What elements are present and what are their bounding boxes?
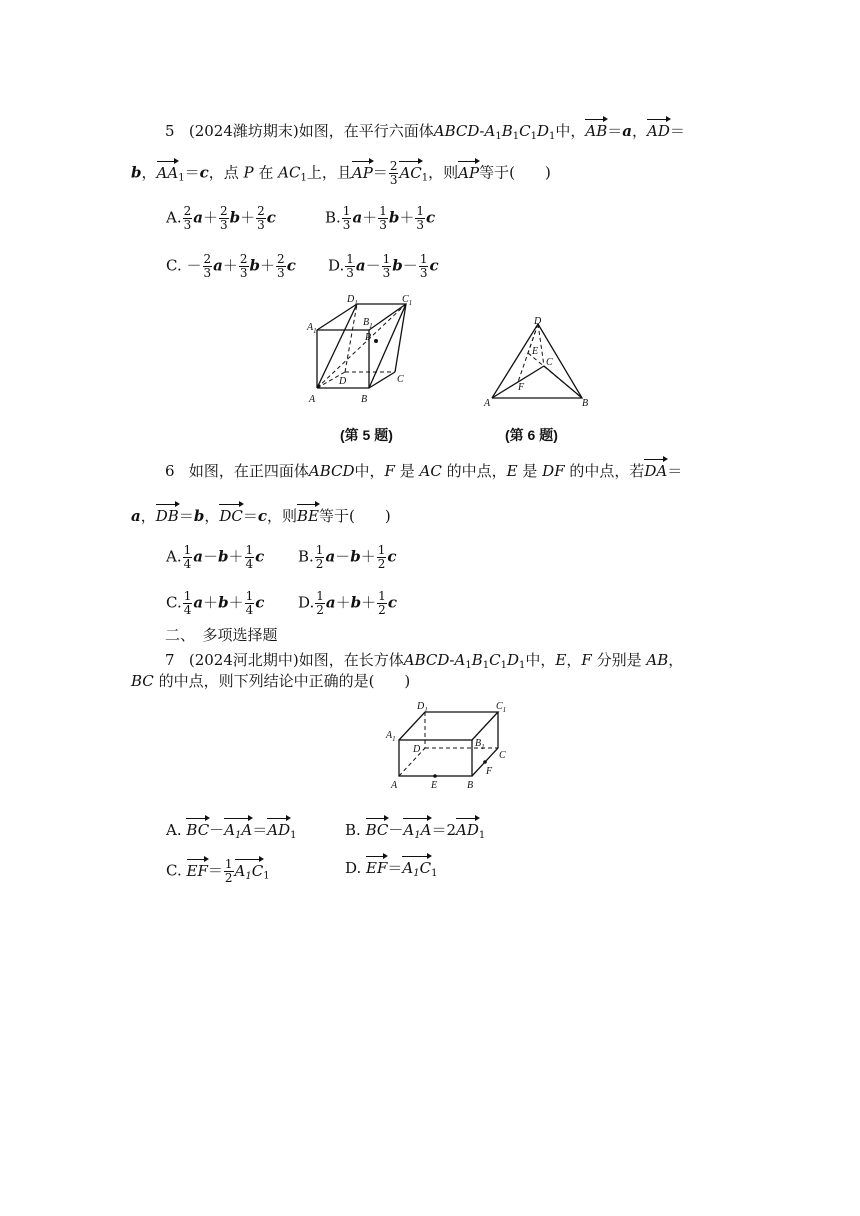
svg-text:D: D: [413, 744, 421, 755]
svg-text:C: C: [397, 374, 404, 385]
svg-text:F: F: [486, 766, 493, 777]
svg-text:C1: $C_1$: [402, 294, 413, 307]
svg-text:B: B: [582, 398, 589, 409]
q5-figure-caption: (第 5 题): [340, 427, 393, 443]
q7-number: 7: [165, 651, 175, 669]
svg-text:P: P: [365, 332, 372, 343]
q6-figure-caption: (第 6 题): [505, 427, 558, 443]
q5-source: (2024潍坊期末): [188, 122, 299, 140]
svg-text:D1: $D_1$: [347, 294, 358, 307]
q5-option-c[interactable]: C. － $\frac{2}{3}$ a＋ $\frac{2}{3}$ b＋ $\frac{2}{3}$ c: [166, 252, 296, 280]
q7-source: (2024河北期中): [188, 651, 299, 669]
q7-stem-line2: BC 的中点，则下列结论中正确的是( ): [131, 672, 411, 690]
svg-text:D: D: [339, 376, 347, 387]
q6-stem-line2: a，DB＝b，DC＝c，则BE等于( ): [131, 507, 391, 525]
svg-text:A: A: [484, 398, 491, 409]
svg-text:B1: $B_1$: [475, 738, 485, 751]
q7-option-d[interactable]: D. $EF=A_1C_1$: [345, 858, 438, 884]
q7-option-a[interactable]: A. $BC-A_1A=AD_1$: [166, 820, 297, 846]
svg-text:C1: $C_1$: [496, 701, 507, 714]
q7-option-c[interactable]: C. EF＝ $\frac{1}{2}$ $A_1C_1$: [166, 857, 270, 885]
svg-text:A: A: [309, 394, 316, 405]
q7-cuboid-figure: [383, 700, 513, 795]
q6-tetrahedron-figure: [480, 314, 590, 410]
q5-option-a[interactable]: A. $\frac{2}{3}$ a＋ $\frac{2}{3}$ b＋ $\frac{2}{3}$ c: [166, 204, 276, 232]
q5-stem-line2: b，$AA_1=c$，点 P 在 $AC_1$上，且AP＝ $\frac{2}{3}$ $AC_1$，则AP等于( ): [131, 159, 551, 187]
q6-option-a[interactable]: A. $\frac{1}{4}$ a－b＋ $\frac{1}{4}$ c: [166, 543, 265, 571]
svg-text:E: E: [431, 780, 438, 791]
svg-text:B1: $B_1$: [363, 317, 373, 330]
section-heading: 二、 多项选择题: [165, 627, 278, 644]
q5-parallelepiped-figure: [305, 292, 425, 410]
q6-option-d[interactable]: D. $\frac{1}{2}$ a＋b＋ $\frac{1}{2}$ c: [298, 589, 397, 617]
q7-option-b[interactable]: B. $BC-A_1A=2AD_1$: [345, 820, 485, 846]
q7-stem-line1: 7 (2024河北期中)如图，在长方体ABCD-$A_1B_1C_1D_1$中，E，F 分别是 AB，: [165, 651, 684, 671]
svg-text:D1: $D_1$: [417, 701, 428, 714]
svg-text:B: B: [467, 780, 474, 791]
q6-option-b[interactable]: B. $\frac{1}{2}$ a－b＋ $\frac{1}{2}$ c: [298, 543, 397, 571]
q6-option-c[interactable]: C. $\frac{1}{4}$ a＋b＋ $\frac{1}{4}$ c: [166, 589, 265, 617]
svg-text:A1: $A_1$: [307, 322, 317, 335]
q5-option-b[interactable]: B. $\frac{1}{3}$ a＋ $\frac{1}{3}$ b＋ $\frac{1}{3}$ c: [325, 204, 436, 232]
q5-option-d[interactable]: D. $\frac{1}{3}$ a－ $\frac{1}{3}$ b－ $\frac{1}{3}$ c: [328, 252, 439, 280]
svg-text:C: C: [546, 357, 553, 368]
q6-number: 6: [165, 462, 175, 480]
svg-text:A: A: [391, 780, 398, 791]
q5-stem-line1: 5 (2024潍坊期末)如图，在平行六面体ABCD-$A_1B_1C_1D_1$中，AB＝a，AD＝: [165, 122, 685, 142]
q5-number: 5: [165, 122, 175, 140]
svg-text:C: C: [499, 750, 506, 761]
q6-stem-line1: 6 如图，在正四面体ABCD中，F 是 AC 的中点，E 是 DF 的中点，若DA＝: [165, 462, 683, 480]
svg-text:B: B: [361, 394, 368, 405]
svg-text:E: E: [532, 346, 539, 357]
svg-text:D: D: [534, 316, 542, 327]
svg-text:F: F: [518, 382, 525, 393]
svg-text:A1: $A_1$: [386, 730, 396, 743]
